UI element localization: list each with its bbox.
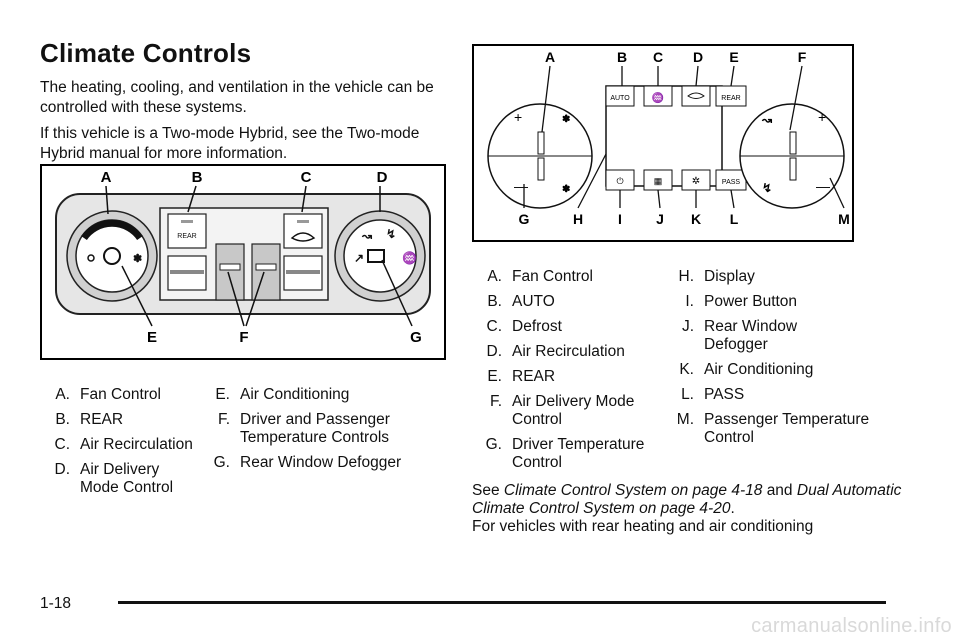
legend-key: A. [55, 386, 70, 403]
legend-key: H. [678, 268, 694, 285]
legend-item [472, 343, 644, 361]
rear-button [168, 214, 206, 248]
callout-b: B [616, 49, 628, 65]
legend-text: Fan Control [80, 386, 161, 403]
legend-key: M. [676, 411, 694, 428]
legend-text: Driver and Passenger Temperature Controls [240, 411, 390, 446]
legend-item [472, 436, 644, 472]
floor-mode-icon: ↗ [354, 251, 365, 265]
passenger-down-rocker [790, 158, 796, 180]
recirculation-button [284, 214, 322, 248]
callout-c: C [300, 169, 312, 186]
page-number: 1-18 [40, 595, 72, 612]
callout-k: K [690, 211, 702, 227]
rear-button-label: REAR [721, 95, 741, 102]
driver-minus-icon: — [514, 178, 528, 194]
legend-key: E. [487, 368, 502, 385]
legend-key: F. [217, 411, 230, 428]
fan-up-icon: ✽ [562, 114, 571, 125]
and-word: and [766, 482, 793, 499]
passenger-up-rocker [790, 132, 796, 154]
legend-key: L. [681, 386, 694, 403]
figure-1-legend-right [200, 386, 401, 479]
driver-up-rocker [538, 132, 544, 154]
recirculation-indicator [297, 220, 309, 223]
legend-text: Defrost [512, 318, 562, 335]
legend-item [40, 461, 193, 497]
page-title: Climate Controls [40, 38, 252, 68]
watermark: carmanualsonline.info [751, 615, 952, 637]
legend-key: B. [487, 293, 502, 310]
passenger-slider-thumb [256, 264, 276, 270]
legend-text: Air Recirculation [512, 343, 625, 360]
cross-reference-climate-control[interactable]: Climate Control System on page 4-18 [503, 482, 763, 499]
callout-e: E [146, 329, 158, 346]
legend-key: D. [54, 461, 70, 478]
legend-text: Fan Control [512, 268, 593, 285]
passenger-minus-icon: — [816, 178, 830, 194]
callout-g: G [518, 211, 530, 227]
callout-e: E [729, 49, 739, 65]
legend-key: D. [486, 343, 502, 360]
intro-paragraph: The heating, cooling, and ventilation in the vehicle can be controlled with these systems. [40, 79, 434, 116]
legend-item [664, 268, 869, 286]
legend-item [200, 411, 401, 447]
hybrid-note-paragraph: If this vehicle is a Two-mode Hybrid, see the Two-mode Hybrid manual for more information. [40, 125, 420, 162]
legend-text: PASS [704, 386, 745, 403]
passenger-temp-bar [286, 270, 320, 274]
legend-text: Power Button [704, 293, 798, 310]
figure-2-legend-right [664, 268, 869, 454]
legend-item [40, 386, 193, 404]
legend-item [664, 318, 869, 354]
fan-icon [104, 248, 120, 264]
figure-2-legend-left [472, 268, 644, 479]
legend-item [664, 293, 869, 311]
callout-d: D [692, 49, 704, 65]
legend-key: G. [213, 454, 230, 471]
callout-a: A [100, 169, 112, 186]
legend-key: C. [486, 318, 502, 335]
legend-item [472, 368, 644, 386]
figure-1-illustration [40, 164, 446, 360]
callout-g: G [410, 329, 422, 346]
pass-button-label: PASS [721, 179, 741, 186]
callout-i: I [618, 211, 622, 227]
mode-up-icon: ↝ [762, 113, 773, 127]
legend-text: REAR [80, 411, 124, 428]
legend-key: K. [679, 361, 694, 378]
defrost-icon: ♒ [651, 93, 665, 104]
mode-down-icon: ↯ [762, 181, 773, 195]
legend-text: REAR [512, 368, 556, 385]
callout-h: H [572, 211, 584, 227]
period: . [730, 500, 735, 517]
defrost-mode-icon: ♒ [402, 251, 417, 265]
legend-item [40, 411, 193, 429]
rear-button-label: REAR [177, 233, 197, 240]
legend-key: G. [485, 436, 502, 453]
auto-button-label: AUTO [610, 95, 630, 102]
rear-defog-icon: ▦ [653, 176, 663, 186]
legend-key: A. [487, 268, 502, 285]
passenger-temp-slider [252, 244, 280, 300]
legend-item [200, 386, 401, 404]
callout-l: L [729, 211, 739, 227]
rear-button-indicator [181, 220, 193, 223]
climate-control-figure-2 [472, 44, 854, 242]
driver-temp-bar [170, 270, 204, 274]
legend-item [472, 293, 644, 311]
legend-item [200, 454, 401, 472]
legend-text: AUTO [512, 293, 555, 310]
figure-1-legend-left [40, 386, 193, 504]
fan-high-icon: ✽ [133, 253, 143, 265]
legend-item [472, 318, 644, 336]
legend-item [472, 268, 644, 286]
callout-m: M [838, 211, 850, 227]
legend-key: C. [54, 436, 70, 453]
legend-item [664, 386, 869, 404]
cross-reference-dual-automatic[interactable]: Dual Automatic Climate Control System on page 4-20 [472, 482, 902, 517]
legend-item [40, 436, 193, 454]
see-word: See [472, 482, 500, 499]
driver-slider-thumb [220, 264, 240, 270]
callout-c: C [652, 49, 664, 65]
legend-key: J. [681, 318, 694, 335]
vent-mode-icon: ↝ [362, 229, 373, 243]
legend-item [664, 361, 869, 379]
legend-key: F. [489, 393, 502, 410]
callout-a: A [544, 49, 556, 65]
legend-key: I. [685, 293, 694, 310]
ac-icon: ✲ [691, 176, 701, 187]
bilevel-mode-icon: ↯ [386, 227, 397, 241]
callout-d: D [376, 169, 388, 186]
callout-b: B [191, 169, 203, 186]
callout-f: F [797, 49, 807, 65]
legend-key: E. [215, 386, 230, 403]
legend-text: Air Recirculation [80, 436, 193, 453]
driver-down-rocker [538, 158, 544, 180]
climate-control-figure-1 [40, 164, 446, 360]
figure-2-illustration [472, 44, 854, 242]
legend-text: Air Conditioning [704, 361, 814, 378]
footer-rule [118, 601, 886, 604]
legend-text: Driver Temperature Control [512, 436, 645, 471]
legend-text: Display [704, 268, 755, 285]
legend-text: Rear Window Defogger [704, 318, 798, 353]
continuation-text: For vehicles with rear heating and air conditioning [472, 518, 814, 535]
legend-text: Air Delivery Mode Control [512, 393, 635, 428]
callout-j: J [656, 211, 664, 227]
driver-temp-slider [216, 244, 244, 300]
legend-text: Passenger Temperature Control [704, 411, 870, 446]
see-also-paragraph [472, 482, 932, 536]
legend-item [472, 393, 644, 429]
legend-text: Air Delivery Mode Control [80, 461, 174, 496]
legend-text: Air Conditioning [240, 386, 350, 403]
callout-f: F [239, 329, 249, 346]
fan-down-icon: ✽ [562, 184, 571, 195]
legend-text: Rear Window Defogger [240, 454, 402, 471]
legend-item [664, 411, 869, 447]
legend-key: B. [55, 411, 70, 428]
recirculation-button [682, 86, 710, 106]
power-icon: ⏻ [616, 176, 624, 186]
passenger-plus-icon: + [818, 109, 827, 125]
driver-plus-icon: + [514, 109, 523, 125]
